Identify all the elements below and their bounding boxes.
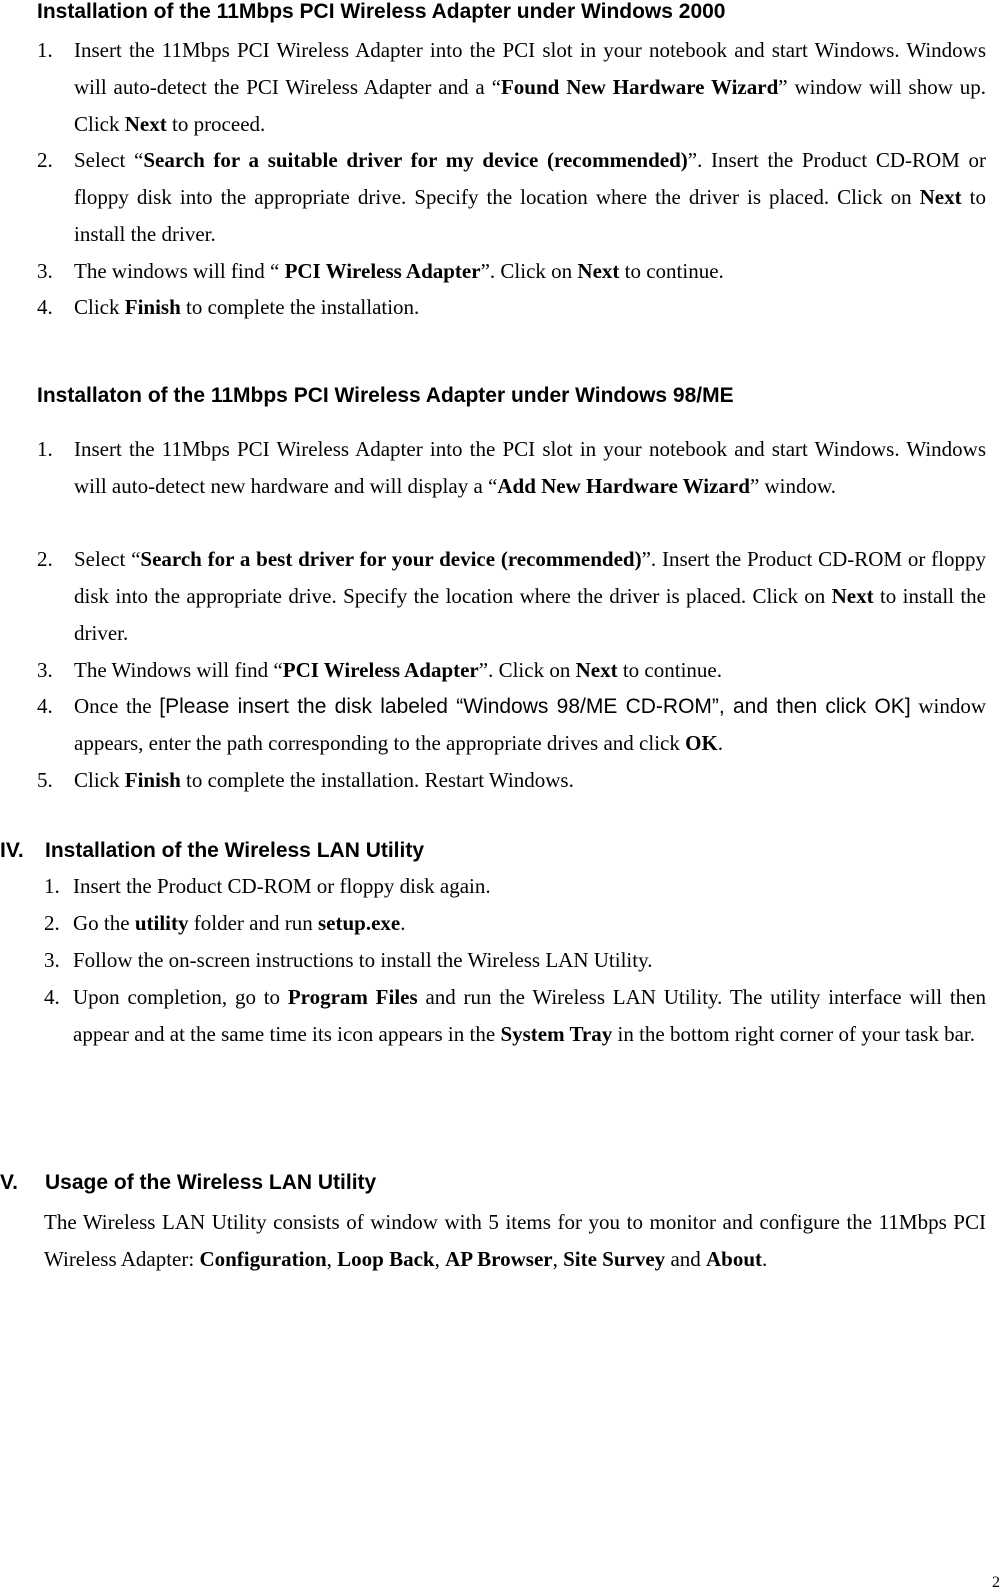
usage-paragraph: The Wireless LAN Utility consists of window with 5 items for you to monitor and configure the 11Mbps PCI Wireless Adapter: Configuration, Loop Back, AP Browser, Site Survey and About. [44,1210,986,1271]
list-text: Insert the 11Mbps PCI Wireless Adapter into the PCI slot in your notebook and start Windows. Windows will auto-detect the PCI Wireless Adapter and a “Found New Hardware Wizard” window will show up. Click Next to proceed. [74,38,986,136]
page-number: 2 [992,1574,1000,1591]
list-number: 2. [44,911,60,935]
list-item [37,289,986,326]
list-item [44,868,986,905]
list-text: Select “Search for a best driver for your device (recommended)”. Insert the Product CD-ROM or floppy disk into the appropriate drive. Specify the location where the driver is placed. Click on Next to install the driver. [74,547,986,645]
list-number: 4. [37,295,53,319]
section-title: Installation of the Wireless LAN Utility [45,839,425,862]
list-number: 4. [44,985,60,1009]
list-item [44,905,986,942]
list-number: 2. [37,547,53,571]
list-item [37,762,986,799]
list-text: The Windows will find “PCI Wireless Adapter”. Click on Next to continue. [74,658,722,682]
list-number: 2. [37,148,53,172]
heading-utility-usage [0,1171,376,1195]
heading-windows-2000: Installation of the 11Mbps PCI Wireless Adapter under Windows 2000 [37,0,726,23]
list-text: Insert the Product CD-ROM or floppy disk again. [73,874,491,898]
list-item [37,142,986,253]
list-item [37,431,986,505]
list-number: 3. [37,658,53,682]
list-text: Upon completion, go to Program Files and run the Wireless LAN Utility. The utility interface will then appear and at the same time its icon appears in the System Tray in the bottom right corner of your task bar. [73,985,987,1046]
section-title: Usage of the Wireless LAN Utility [45,1171,377,1194]
list-text: The windows will find “ PCI Wireless Adapter”. Click on Next to continue. [74,259,724,283]
heading-windows-98-me: Installaton of the 11Mbps PCI Wireless Adapter under Windows 98/ME [37,384,734,407]
list-text: Click Finish to complete the installation. Restart Windows. [74,768,574,792]
list-number: 1. [37,437,53,461]
list-text: Insert the 11Mbps PCI Wireless Adapter into the PCI slot in your notebook and start Windows. Windows will auto-detect new hardware and will display a “Add New Hardware Wizard” window. [74,437,986,498]
list-number: 4. [37,694,53,718]
list-item [44,979,986,1053]
list-text: Once the [Please insert the disk labeled “Windows 98/ME CD-ROM”, and then click OK] window appears, enter the path corresponding to the appropriate drives and click OK. [74,694,986,755]
heading-utility-installation [0,839,424,863]
section-number: IV. [0,839,24,862]
list-number: 3. [44,948,60,972]
list-text: Follow the on-screen instructions to install the Wireless LAN Utility. [73,948,653,972]
list-item [37,253,986,290]
list-item [37,688,986,762]
list-text: Go the utility folder and run setup.exe. [73,911,406,935]
list-item [37,652,986,689]
dialog-name: [Please insert the disk labeled “Windows 98/ME CD-ROM”, and then click OK] [159,695,911,718]
list-item [37,32,986,143]
list-number: 1. [37,38,53,62]
list-number: 1. [44,874,60,898]
list-number: 5. [37,768,53,792]
list-text: Click Finish to complete the installation. [74,295,420,319]
list-number: 3. [37,259,53,283]
list-item [37,541,986,652]
section-number: V. [0,1171,18,1194]
list-text: Select “Search for a suitable driver for my device (recommended)”. Insert the Product CD-ROM or floppy disk into the appropriate drive. Specify the location where the driver is placed. Click on Next to install the driver. [74,148,987,246]
list-item [44,942,986,979]
